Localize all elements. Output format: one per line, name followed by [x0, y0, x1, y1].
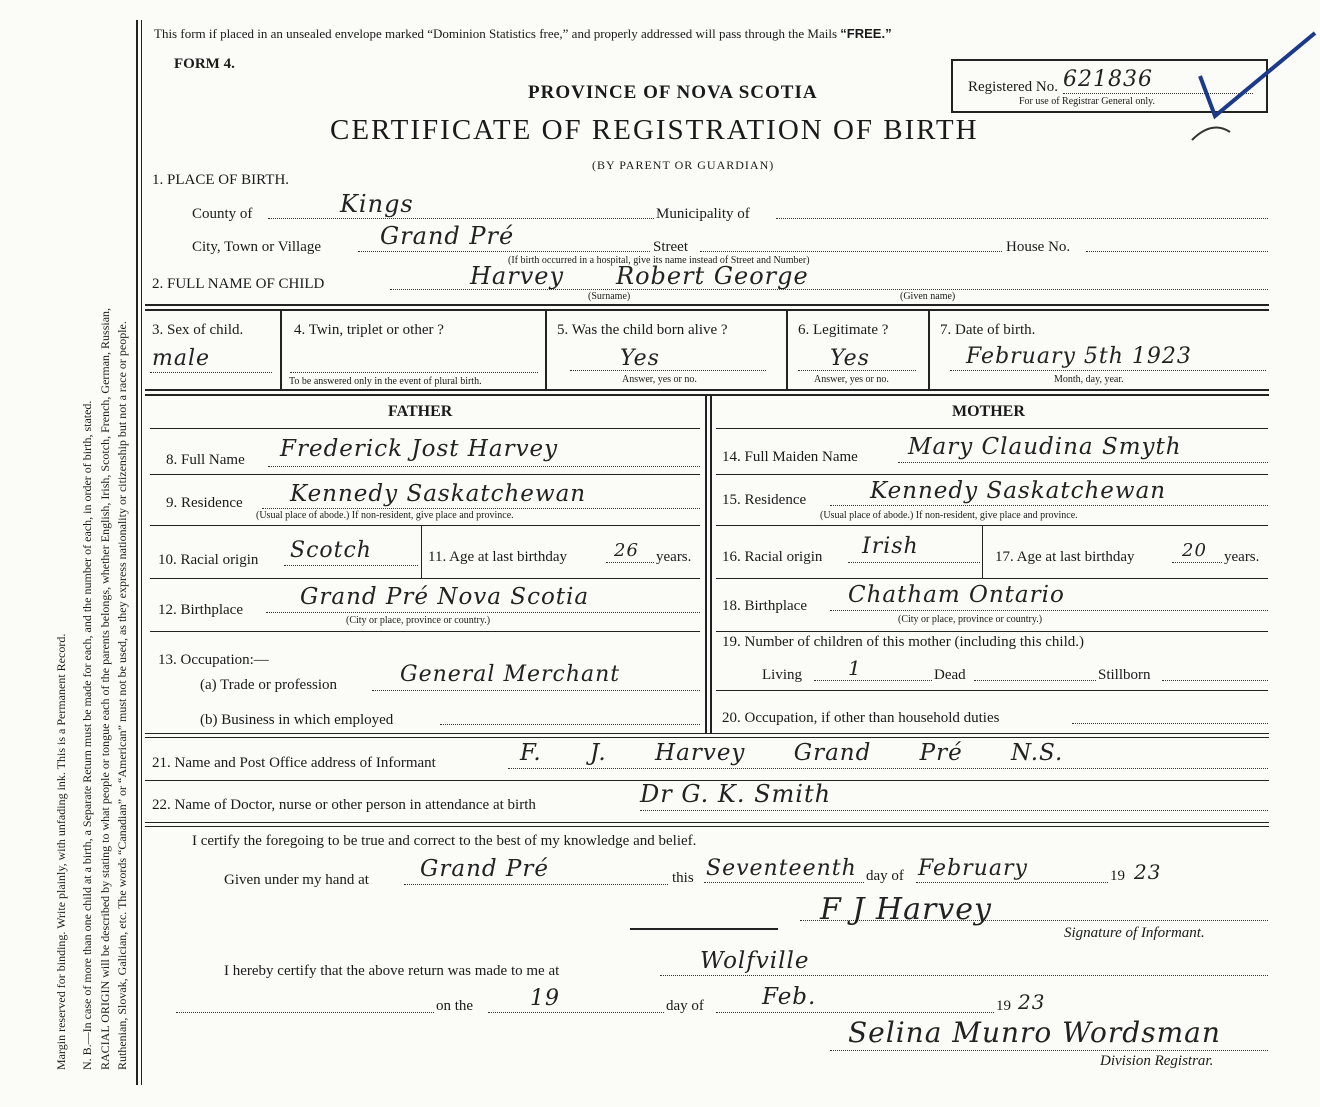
given-place-line: [404, 884, 668, 885]
informant-line: [508, 768, 1268, 769]
registrar-leading-line: [176, 1012, 434, 1013]
registrar-year-prefix: 19: [996, 998, 1011, 1014]
divider: [716, 578, 1268, 579]
child-given-name[interactable]: Robert George: [616, 262, 809, 290]
surname-caption: (Surname): [588, 291, 631, 302]
father-racial-value[interactable]: Scotch: [290, 538, 372, 563]
divider: [150, 578, 700, 579]
father-age-value[interactable]: 26: [614, 540, 639, 561]
divider: [145, 733, 1269, 734]
informant-value[interactable]: F. J. Harvey Grand Pré N.S.: [520, 740, 1064, 766]
given-day-value[interactable]: Seventeenth: [706, 856, 857, 881]
given-place-value[interactable]: Grand Pré: [420, 856, 550, 882]
father-birthplace-value[interactable]: Grand Pré Nova Scotia: [300, 584, 590, 610]
postal-note-text: This form if placed in an unsealed envelope marked “Dominion Statistics free,” and properly addressed will pass through the Mails: [154, 26, 838, 41]
divider: [421, 526, 422, 578]
mother-residence-value[interactable]: Kennedy Saskatchewan: [870, 478, 1167, 504]
mother-racial-line: [848, 562, 980, 563]
living-line: [814, 680, 932, 681]
house-number-label: House No.: [1006, 239, 1071, 255]
registrar-caption: Division Registrar.: [1100, 1053, 1214, 1069]
mother-residence-note: (Usual place of abode.) If non-resident, give place and province.: [820, 510, 1078, 521]
father-occupation-label: 13. Occupation:—: [158, 652, 269, 668]
page-title: CERTIFICATE OF REGISTRATION OF BIRTH: [330, 114, 979, 146]
legitimate-label: 6. Legitimate ?: [798, 322, 889, 338]
mother-birthplace-note: (City or place, province or country.): [898, 614, 1043, 625]
registrar-place-line: [660, 975, 1268, 976]
doctor-label: 22. Name of Doctor, nurse or other person in attendance at birth: [152, 797, 536, 813]
divider: [716, 428, 1268, 429]
father-birthplace-label: 12. Birthplace: [158, 602, 243, 618]
father-residence-note: (Usual place of abode.) If non-resident, give place and province.: [256, 510, 514, 521]
dob-line: [950, 370, 1266, 371]
father-name-line: [268, 466, 700, 467]
living-label: Living: [762, 667, 802, 683]
stillborn-line: [1162, 680, 1268, 681]
registered-label: Registered No.: [968, 79, 1058, 95]
father-trade-value[interactable]: General Merchant: [400, 662, 621, 687]
father-business-line: [440, 724, 700, 725]
form-number: FORM 4.: [174, 56, 235, 72]
dead-label: Dead: [934, 667, 966, 683]
check-mark-icon: [1180, 28, 1320, 158]
mother-heading: MOTHER: [952, 403, 1025, 420]
doctor-value[interactable]: Dr G. K. Smith: [640, 780, 832, 808]
divider: [150, 428, 700, 429]
binding-margin-line-2: [141, 20, 142, 1085]
divider: [145, 304, 1269, 306]
registrar-place-value[interactable]: Wolfville: [700, 948, 810, 974]
father-racial-label: 10. Racial origin: [158, 552, 259, 568]
given-day-line: [704, 882, 864, 883]
registrar-signature[interactable]: Selina Munro Wordsman: [848, 1016, 1221, 1049]
mother-age-line: [1172, 562, 1222, 563]
given-year-prefix: 19: [1110, 868, 1125, 884]
registrar-day-line: [488, 1012, 664, 1013]
mother-age-label: 17. Age at last birthday: [995, 549, 1135, 565]
registrar-day-of-label: day of: [666, 998, 704, 1014]
father-residence-line: [262, 508, 700, 509]
living-value[interactable]: 1: [848, 656, 862, 680]
signature-rule: [630, 928, 778, 930]
registrar-year-value[interactable]: 23: [1018, 990, 1046, 1014]
divider: [982, 526, 983, 578]
legitimate-caption: Answer, yes or no.: [814, 374, 889, 385]
legitimate-value[interactable]: Yes: [830, 346, 870, 371]
father-trade-line: [372, 690, 700, 691]
mother-years-label: years.: [1224, 549, 1260, 565]
mother-birthplace-line: [830, 610, 1268, 611]
divider: [145, 389, 1269, 391]
divider: [150, 525, 700, 526]
city-value[interactable]: Grand Pré: [380, 222, 515, 250]
born-alive-value[interactable]: Yes: [620, 346, 660, 371]
hospital-note: (If birth occurred in a hospital, give its name instead of Street and Number): [508, 255, 810, 266]
registrar-month-line: [716, 1012, 994, 1013]
dob-caption: Month, day, year.: [1054, 374, 1124, 385]
father-residence-label: 9. Residence: [166, 495, 243, 511]
divider: [716, 631, 1268, 632]
divider: [145, 822, 1269, 823]
margin-note-racial-origin-2: Ruthenian, Slovak, Galician, etc. The words “Canadian” or “American” must not be used, as they express nationality or citizenship but not a race or people.: [115, 321, 129, 1070]
registered-number: 621836: [1063, 67, 1153, 92]
mother-name-line: [898, 462, 1268, 463]
mother-name-value[interactable]: Mary Claudina Smyth: [908, 434, 1182, 460]
registrar-statement: I hereby certify that the above return was made to me at: [224, 963, 560, 979]
twin-note: To be answered only in the event of plural birth.: [289, 376, 482, 387]
father-racial-line: [284, 565, 418, 566]
divider: [145, 737, 1269, 738]
county-label: County of: [192, 206, 253, 222]
registrar-use-note: For use of Registrar General only.: [1019, 96, 1155, 107]
dob-label: 7. Date of birth.: [940, 322, 1036, 338]
divider: [145, 309, 1269, 311]
county-value[interactable]: Kings: [340, 190, 414, 218]
born-alive-line: [570, 370, 766, 371]
informant-signature-caption: Signature of Informant.: [1064, 925, 1205, 941]
father-name-label: 8. Full Name: [166, 452, 245, 468]
divider: [280, 310, 282, 390]
divider: [710, 395, 712, 733]
mother-children-label: 19. Number of children of this mother (including this child.): [722, 634, 1085, 650]
father-trade-label: (a) Trade or profession: [200, 677, 338, 693]
given-month-value[interactable]: February: [918, 856, 1028, 881]
child-name-label: 2. FULL NAME OF CHILD: [152, 276, 325, 292]
sex-value[interactable]: male: [152, 346, 211, 371]
mother-racial-value[interactable]: Irish: [862, 534, 919, 559]
divider: [786, 310, 788, 390]
divider: [145, 826, 1269, 827]
mother-name-label: 14. Full Maiden Name: [722, 449, 858, 465]
street-label: Street: [653, 239, 688, 255]
province-title: PROVINCE OF NOVA SCOTIA: [528, 82, 818, 103]
born-alive-caption: Answer, yes or no.: [622, 374, 697, 385]
municipality-label: Municipality of: [656, 206, 750, 222]
street-line: [700, 251, 1002, 252]
registrar-signature-line: [830, 1050, 1268, 1051]
city-label: City, Town or Village: [192, 239, 322, 255]
postal-note: [154, 26, 892, 42]
divider: [716, 690, 1268, 691]
mother-occupation-line: [1072, 723, 1268, 724]
county-line: [268, 218, 654, 219]
given-month-line: [916, 882, 1108, 883]
stillborn-label: Stillborn: [1098, 667, 1151, 683]
binding-margin-line: [136, 20, 138, 1085]
divider: [716, 525, 1268, 526]
doctor-line: [640, 810, 1268, 811]
sex-line: [150, 372, 272, 373]
father-name-value[interactable]: Frederick Jost Harvey: [280, 436, 559, 462]
dead-line: [974, 680, 1096, 681]
dob-value[interactable]: February 5th 1923: [966, 344, 1192, 369]
mother-age-value[interactable]: 20: [1182, 540, 1207, 561]
twin-line: [290, 372, 538, 373]
born-alive-label: 5. Was the child born alive ?: [557, 322, 728, 338]
mother-birthplace-label: 18. Birthplace: [722, 598, 807, 614]
father-age-label: 11. Age at last birthday: [428, 549, 567, 565]
given-name-caption: (Given name): [900, 291, 956, 302]
municipality-line: [776, 218, 1268, 219]
twin-label: 4. Twin, triplet or other ?: [294, 322, 444, 338]
certification-statement: I certify the foregoing to be true and correct to the best of my knowledge and belief.: [192, 833, 697, 849]
margin-note-multiple-births: N. B.—In case of more than one child at a birth, a Separate Return must be made for each, and the number of each, in order of birth, stated.: [80, 400, 94, 1070]
house-number-line: [1086, 251, 1268, 252]
postal-note-free: “FREE.”: [840, 26, 892, 41]
registrar-month-value[interactable]: Feb.: [762, 984, 817, 1010]
child-surname[interactable]: Harvey: [470, 262, 565, 290]
margin-note-binding: Margin reserved for binding. Write plainly, with unfading ink. This is a Permanent Record.: [54, 633, 68, 1070]
divider: [716, 474, 1268, 475]
father-age-line: [606, 562, 654, 563]
father-birthplace-line: [266, 612, 700, 613]
divider: [145, 394, 1269, 396]
divider: [705, 395, 707, 733]
city-line: [358, 251, 650, 252]
divider: [928, 310, 930, 390]
mother-residence-label: 15. Residence: [722, 492, 807, 508]
divider: [150, 631, 700, 632]
given-under-label: Given under my hand at: [224, 872, 369, 888]
mother-racial-label: 16. Racial origin: [722, 549, 823, 565]
mother-occupation-label: 20. Occupation, if other than household duties: [722, 710, 1000, 726]
registrar-day-value[interactable]: 19: [530, 986, 560, 1011]
place-of-birth-heading: 1. PLACE OF BIRTH.: [152, 172, 290, 188]
divider: [545, 310, 547, 390]
sex-label: 3. Sex of child.: [152, 322, 244, 338]
given-day-of-label: day of: [866, 868, 904, 884]
page-subtitle: (BY PARENT OR GUARDIAN): [592, 158, 775, 172]
margin-note-racial-origin-1: RACIAL ORIGIN will be described by stating to what people or tongue each of the parents belongs, whether English, Irish, Scotch, French, German, Russian,: [98, 307, 112, 1070]
divider: [150, 474, 700, 475]
this-label: this: [672, 870, 694, 886]
informant-label: 21. Name and Post Office address of Informant: [152, 755, 436, 771]
father-heading: FATHER: [388, 403, 453, 420]
on-the-label: on the: [436, 998, 474, 1014]
mother-birthplace-value[interactable]: Chatham Ontario: [848, 582, 1065, 608]
mother-residence-line: [830, 505, 1268, 506]
father-business-label: (b) Business in which employed: [200, 712, 394, 728]
given-year-value[interactable]: 23: [1134, 860, 1162, 884]
father-residence-value[interactable]: Kennedy Saskatchewan: [290, 481, 587, 507]
informant-signature[interactable]: F J Harvey: [820, 892, 992, 927]
father-years-label: years.: [656, 549, 692, 565]
father-birthplace-note: (City or place, province or country.): [346, 615, 491, 626]
